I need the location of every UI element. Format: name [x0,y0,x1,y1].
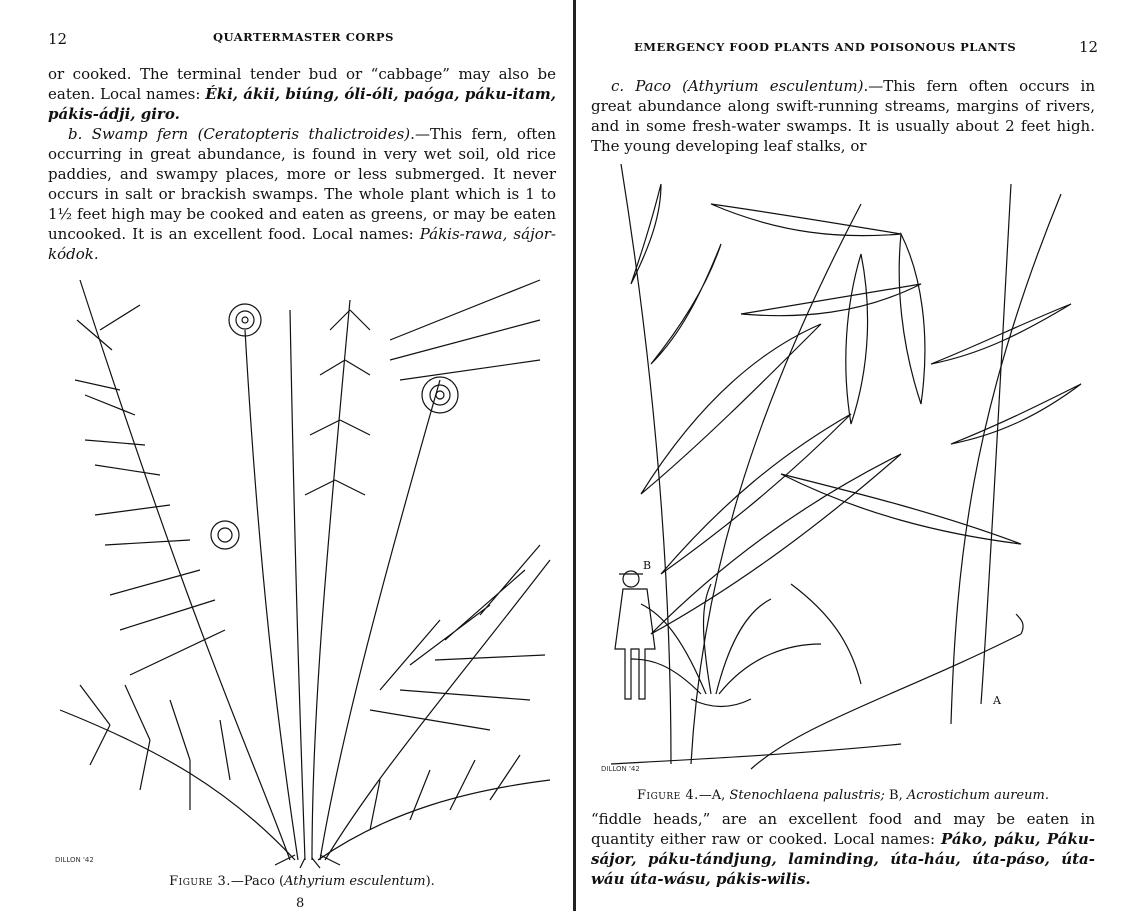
paragraph-fiddle-heads: “fiddle heads,” are an excellent food and may be eaten in quantity either raw or cooked. Local names: Páko, páku, Páku-sájor, páku-tándjung, laminding, úta-háu, úta-páso, úta-wáu úta-wásu, pákis-wilis. [591,810,1095,888]
paragraph-swamp-fern: b. Swamp fern (Ceratopteris thalictroides).—This fern, often occurring in great abundance, is found in very wet soil, old rice paddies, and swampy places, more or less submerged. It never occurs in salt or brackish swamps. The whole plant which is 1 to 1½ feet high may be cooked and eaten as greens, or may be eaten uncooked. It is an excellent food. Local names: Pákis-rawa, sájor-kódok. [48,125,556,263]
fern-and-figure-drawing [601,164,1091,776]
right-page [577,0,1148,911]
artist-signature: DILLON '42 [601,765,640,773]
paragraph-paco: c. Paco (Athyrium esculentum).—This fern often occurs in great abundance along swift-running streams, margins of rivers, and in some fresh-water swamps. It is usually about 2 feet high. The young developing leaf stalks, or [591,77,1095,155]
scientific-name: (Athyrium esculentum) [682,77,864,95]
artist-signature: DILLON '42 [55,856,94,864]
footer-mark: 8 [296,896,305,911]
figure-label-b: B [643,559,652,572]
body-text-bottom [591,809,1095,889]
page-gutter [573,0,576,911]
figure-label-a: A [993,694,1001,707]
local-names: Éki, ákii, biúng, óli-óli, paóga, páku-itam, pákis-ádji, giro. [48,85,556,123]
running-head: EMERGENCY FOOD PLANTS AND POISONOUS PLANTS [634,40,1017,54]
body-text-top [48,64,556,264]
figure-3-illustration [50,270,555,870]
local-names: Páko, páku, Páku-sájor, páku-tándjung, laminding, úta-háu, úta-páso, úta-wáu úta-wásu, pákis-wilis. [591,830,1095,888]
figure-4-caption: Figure 4.—A, Stenochlaena palustris; B, Acrostichum aureum. [637,788,1049,803]
running-head: QUARTERMASTER CORPS [213,30,394,44]
section-label: c. Paco [611,77,672,95]
body-text-top [591,76,1095,156]
fern-drawing [50,270,555,870]
page-number: 12 [48,30,68,48]
page-number: 12 [1079,38,1099,56]
scientific-name: (Ceratopteris thalictroides) [197,125,411,143]
section-label: b. Swamp fern [68,125,189,143]
local-names: Pákis-rawa, sájor-kódok. [48,225,556,263]
figure-3-caption: Figure 3.—Paco (Athyrium esculentum). [169,874,435,889]
paragraph-continued: or cooked. The terminal tender bud or “cabbage” may also be eaten. Local names: Éki, ákii, biúng, óli-óli, paóga, páku-itam, pákis-ádji, giro. [48,65,556,123]
figure-4-illustration [601,164,1091,776]
